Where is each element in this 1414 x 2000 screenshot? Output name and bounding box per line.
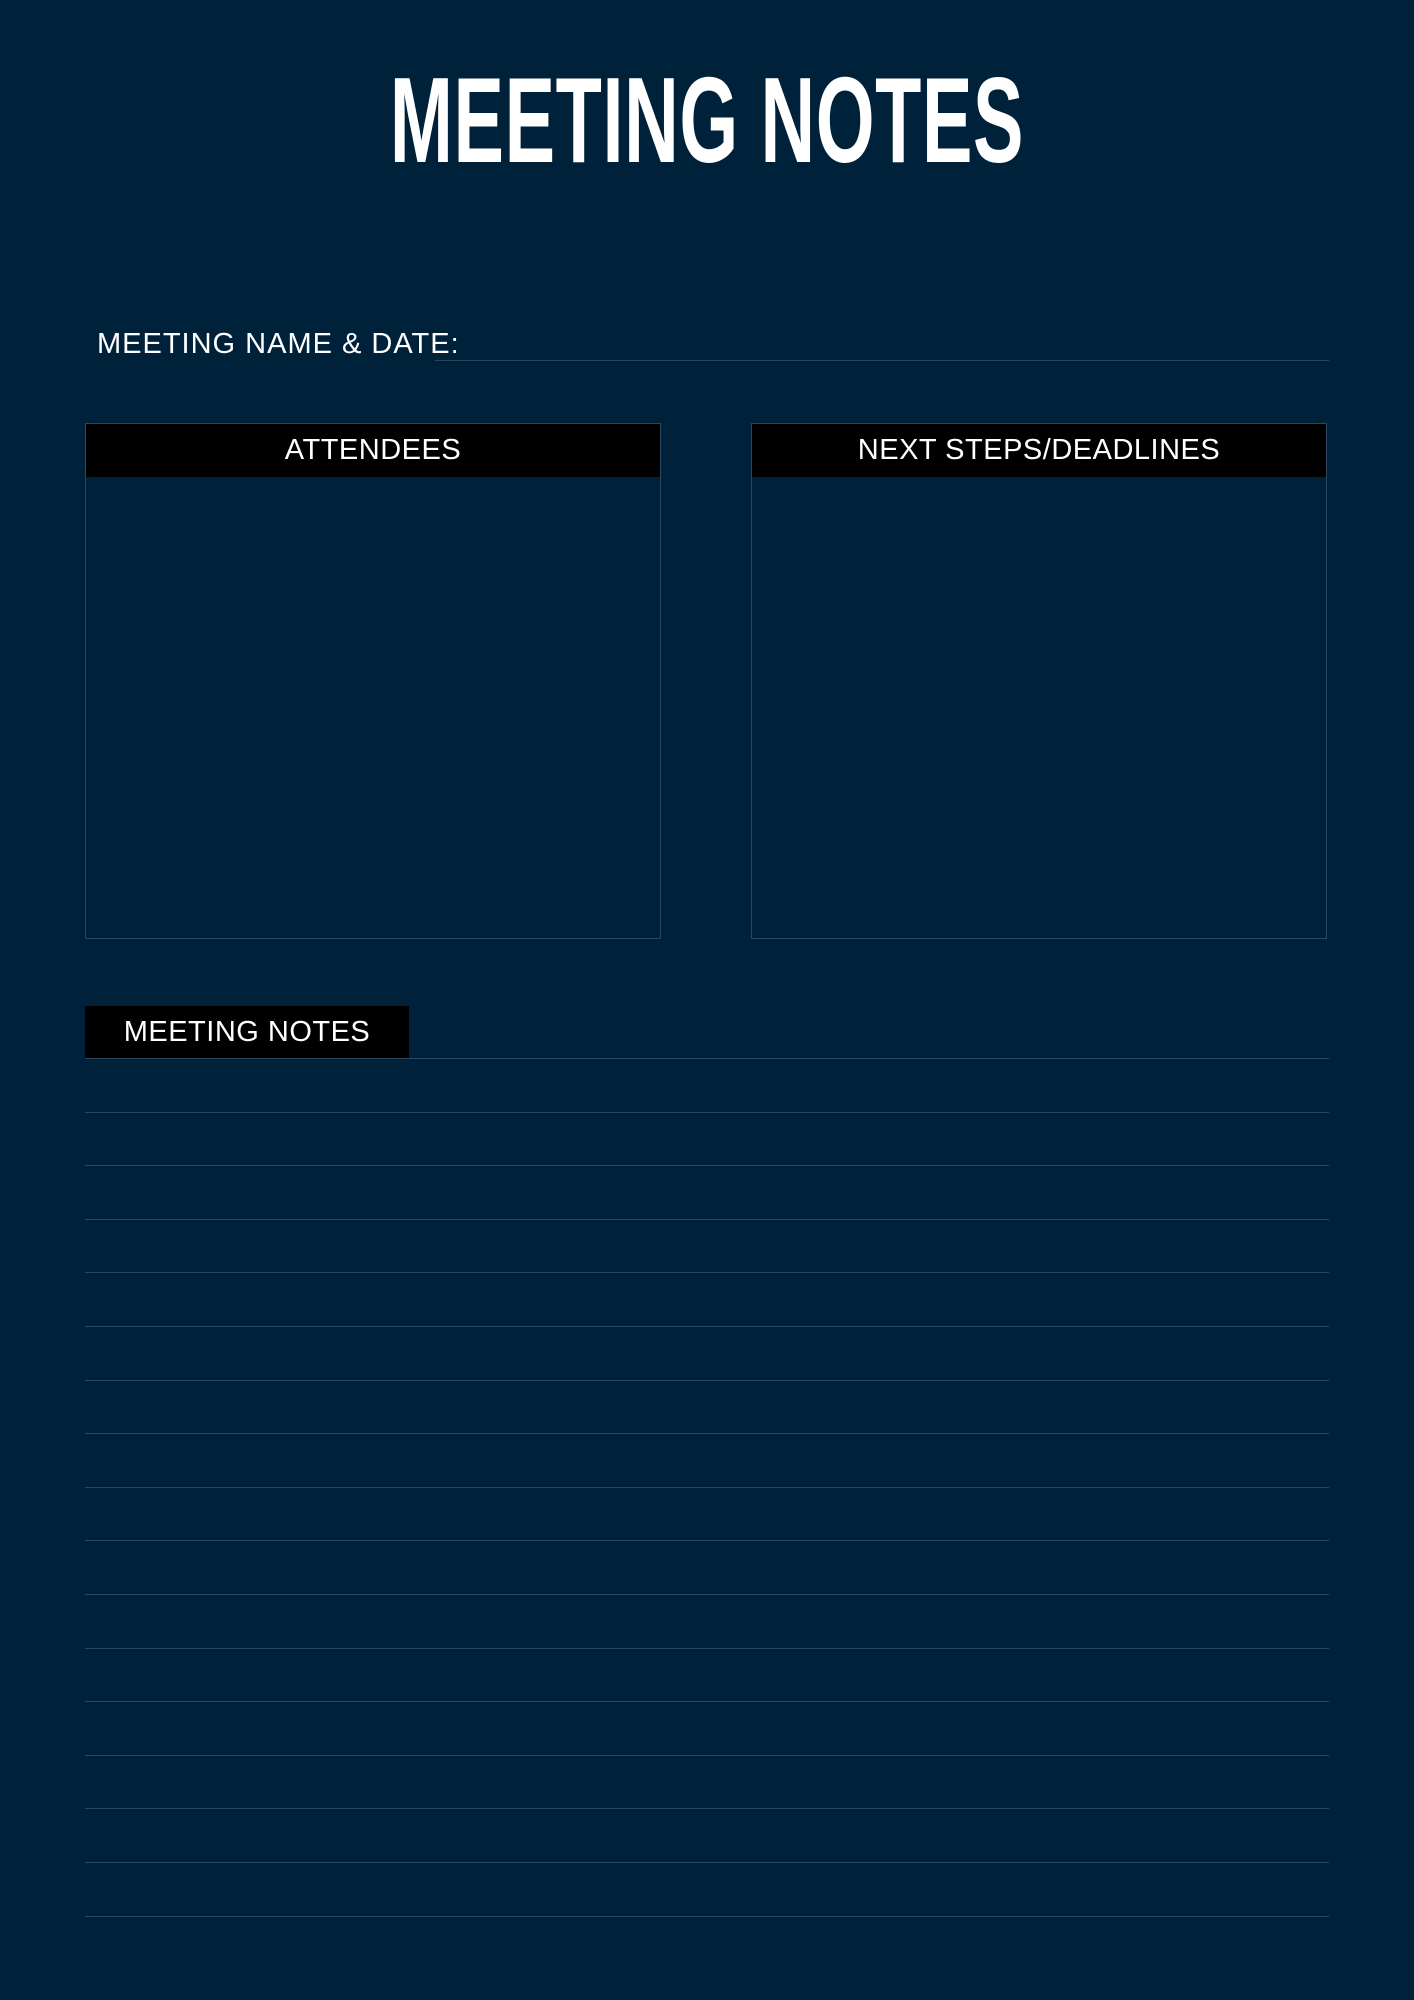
note-line [85,1487,1329,1488]
meeting-notes-header: MEETING NOTES [85,1006,409,1059]
note-line [85,1380,1329,1381]
note-line [85,1540,1329,1541]
meeting-name-date-label: MEETING NAME & DATE: [97,328,460,360]
next-steps-header: NEXT STEPS/DEADLINES [752,424,1326,477]
meeting-name-date-underline [435,360,1329,361]
note-line [85,1755,1329,1756]
note-line [85,1808,1329,1809]
note-line [85,1165,1329,1166]
note-line [85,1112,1329,1113]
note-line [85,1916,1329,1917]
note-line [85,1862,1329,1863]
next-steps-box[interactable] [751,423,1327,939]
note-line [85,1648,1329,1649]
note-line [85,1219,1329,1220]
note-line [85,1272,1329,1273]
note-line [85,1326,1329,1327]
note-line [85,1594,1329,1595]
note-line [85,1058,1329,1059]
meeting-name-date-field[interactable] [85,320,1329,362]
page-title: MEETING NOTES [389,52,1025,188]
attendees-box[interactable] [85,423,661,939]
note-line [85,1701,1329,1702]
meeting-notes-area[interactable] [85,1058,1329,1918]
note-line [85,1433,1329,1434]
attendees-header: ATTENDEES [86,424,660,477]
